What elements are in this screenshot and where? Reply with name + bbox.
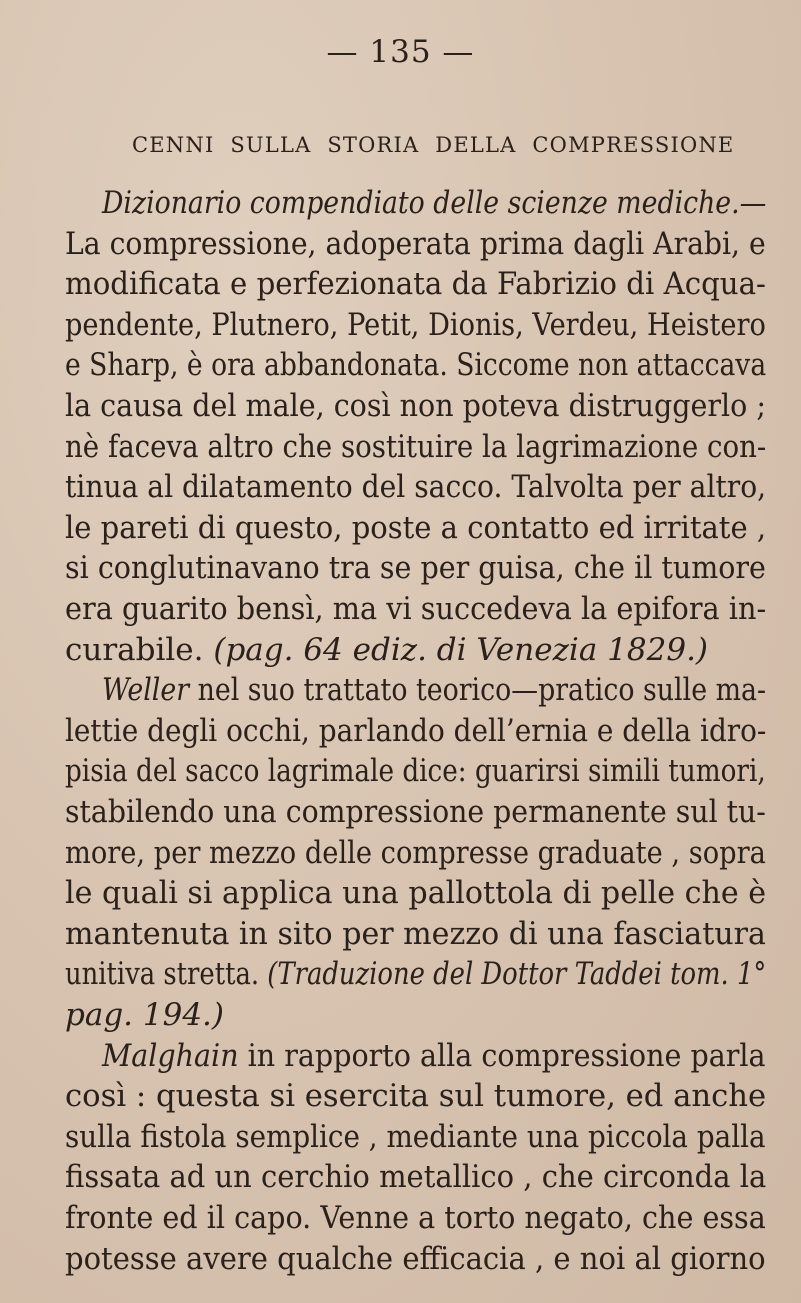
roman-text: si conglutinavano tra se per guisa, che il tumore [65, 550, 766, 587]
roman-text: pendente, Plutnero, Petit, Dionis, Verdeu, Heistero [65, 306, 766, 343]
roman-text: curabile. [65, 631, 214, 668]
text-line [65, 225, 766, 262]
italic-text: (pag. 64 ediz. di Venezia 1829.) [213, 631, 709, 668]
roman-text: modificata e perfezionata da Fabrizio di Acqua- [65, 266, 766, 303]
text-line [65, 1200, 766, 1236]
text-line [65, 469, 767, 506]
text-line [65, 1159, 767, 1196]
roman-text: more, per mezzo delle compresse graduate , sopra [65, 834, 766, 871]
roman-text: fissata ad un cerchio metallico , che circonda la [65, 1159, 767, 1196]
text-line [65, 997, 224, 1033]
text-line [65, 753, 766, 790]
text-line [65, 509, 767, 546]
text-line [102, 1037, 766, 1074]
text-line [102, 185, 767, 221]
italic-text: Dizionario compendiato delle scienze mediche.— [102, 185, 767, 221]
text-line [65, 794, 766, 830]
roman-text: nel suo trattato teorico—pratico sulle ma- [189, 672, 767, 709]
roman-text: in rapporto alla compressione parla [238, 1037, 766, 1074]
running-head: CENNI SULLA STORIA DELLA COMPRESSIONE [132, 133, 735, 157]
roman-text: lettie degli occhi, parlando dell’ernia e della idro- [65, 712, 767, 749]
roman-text: le pareti di questo, poste a contatto ed irritate , [65, 509, 767, 546]
text-line [65, 428, 767, 465]
text-line [102, 672, 767, 709]
roman-text: potesse avere qualche efficacia , e noi al giorno [65, 1240, 766, 1277]
text-line [65, 306, 766, 343]
text-line [65, 266, 766, 303]
italic-text: (Traduzione del Dottor Taddei tom. 1° [267, 956, 767, 993]
roman-text: era guarito bensì, ma vi succedeva la epifora in- [65, 591, 767, 627]
roman-text: mantenuta in sito per mezzo di una fasciatura [65, 915, 766, 952]
roman-text: tinua al dilatamento del sacco. Talvolta per altro, [65, 469, 767, 506]
page-number: — 135 — [326, 34, 475, 70]
text-line [65, 591, 767, 627]
roman-text: nè faceva altro che sostituire la lagrimazione con- [65, 428, 767, 465]
roman-text: stabilendo una compressione permanente sul tu- [65, 794, 766, 830]
italic-text: Malghain [102, 1037, 239, 1074]
roman-text: fronte ed il capo. Venne a torto negato, che essa [65, 1200, 766, 1236]
italic-text: pag. 194.) [65, 997, 224, 1033]
text-line [65, 1078, 767, 1115]
roman-text: la causa del male, così non poteva distruggerlo ; [65, 388, 767, 424]
text-line [65, 1240, 766, 1277]
text-line [65, 956, 767, 993]
text-line [65, 1118, 766, 1155]
text-line [65, 875, 767, 912]
text-line [65, 550, 766, 587]
roman-text: sulla fistola semplice , mediante una piccola palla [65, 1118, 766, 1155]
roman-text: unitiva stretta. [65, 956, 268, 993]
roman-text: e Sharp, è ora abbandonata. Siccome non attaccava [65, 347, 767, 384]
text-line [65, 388, 767, 424]
text-line [65, 631, 709, 668]
roman-text: le quali si applica una pallottola di pelle che è [65, 875, 767, 912]
text-line [65, 712, 767, 749]
roman-text: pisia del sacco lagrimale dice: guarirsi simili tumori, [65, 753, 766, 790]
roman-text: La compressione, adoperata prima dagli Arabi, e [65, 225, 766, 262]
text-line [65, 834, 766, 871]
text-line [65, 915, 766, 952]
roman-text: così : questa si esercita sul tumore, ed anche [65, 1078, 767, 1115]
text-line [65, 347, 767, 384]
italic-text: Weller [102, 672, 190, 709]
